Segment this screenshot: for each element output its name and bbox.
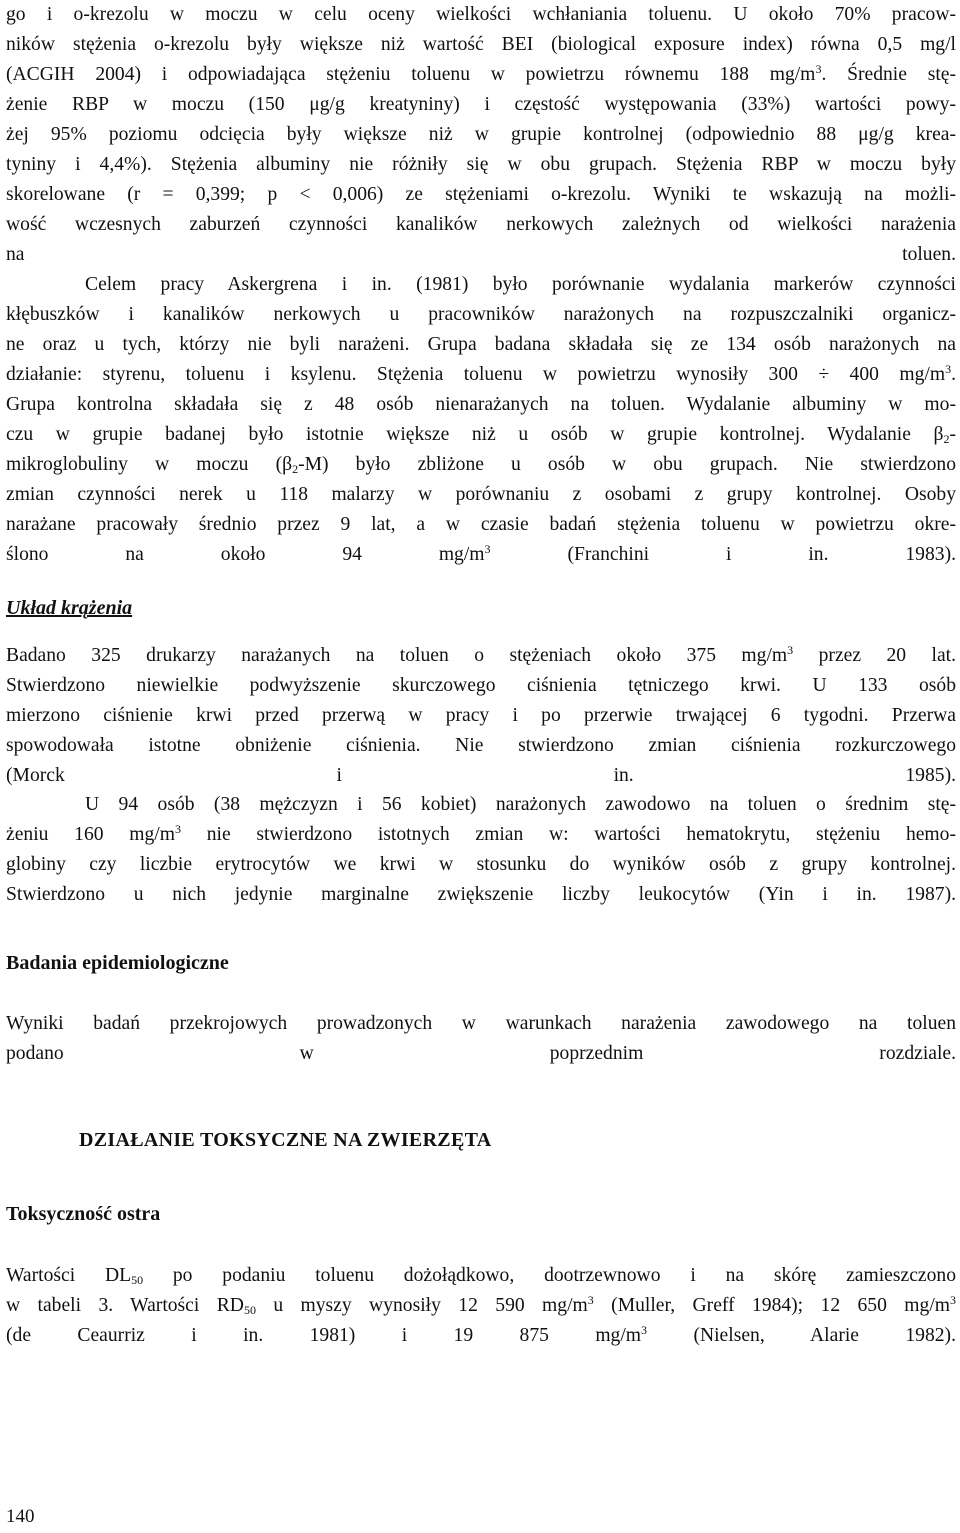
text-line: podano w poprzednim rozdziale. <box>6 1043 956 1064</box>
text-line: mikroglobuliny w moczu $(\beta_2-M)$ było zbliżone u osób w obu grupach. Nie stwierdzono <box>6 454 957 476</box>
text-line: Badano 325 drukarzy narażanych na toluen o stężeniach około 375 $mg/m^3$ przez 20 lat. <box>6 643 957 666</box>
text-line: globiny czy liczbie erytrocytów we krwi w stosunku do wyników osób z grupy kontrolnej. <box>6 854 956 875</box>
text-line: (ACGIH 2004) i odpowiadająca stężeniu toluenu w powietrzu równemu 188 $mg/m^3$. Średnie stę- <box>6 62 957 85</box>
paragraph-askergren-study <box>6 270 956 570</box>
text-line: żenie RBP w moczu (150 μg/g kreatyniny) i częstość występowania (33%) wartości powy- <box>6 94 956 115</box>
text-line: ników stężenia o-krezolu były większe niż wartość BEI (biological exposure index) równa 0,5 mg/l <box>6 34 956 55</box>
text-line: działanie: styrenu, toluenu i ksylenu. Stężenia toluenu w powietrzu wynosiły 300 ÷ 400 $mg/m^3$. <box>6 362 956 385</box>
text-line: Wartości $DL_{50}$ po podaniu toluenu dożołądkowo, dootrzewnowo i na skórę zamieszczono <box>6 1265 956 1287</box>
text-line: U 94 osób (38 mężczyzn i 56 kobiet) narażonych zawodowo na toluen o średnim stę- <box>85 794 956 815</box>
page-number: 140 <box>6 1506 35 1527</box>
text-line: Wyniki badań przekrojowych prowadzonych w warunkach narażenia zawodowego na toluen <box>6 1013 956 1034</box>
paragraph-kidney-study <box>6 0 956 270</box>
text-line: (Morck i in. 1985). <box>6 765 956 786</box>
text-line: (de Ceaurriz i in. 1981) i 19 875 $mg/m^3$ (Nielsen, Alarie 1982). <box>6 1323 956 1346</box>
text-line: narażane pracowały średnio przez 9 lat, a w czasie badań stężenia toluenu w powietrzu okre- <box>6 514 956 535</box>
text-line: ślono na około 94 $mg/m^3$ (Franchini i in. 1983). <box>6 542 956 565</box>
chapter-heading-animal-toxicity: DZIAŁANIE TOKSYCZNE NA ZWIERZĘTA <box>79 1129 492 1151</box>
paragraph-printers-study <box>6 641 956 791</box>
section-heading-epidemiology: Badania epidemiologiczne <box>6 952 229 974</box>
section-heading-acute-toxicity: Toksyczność ostra <box>6 1203 161 1225</box>
text-line: spowodowała istotne obniżenie ciśnienia. Nie stwierdzono zmian ciśnienia rozkurczowego <box>6 735 956 756</box>
text-line: zmian czynności nerek u 118 malarzy w porównaniu z osobami z grupy kontrolnej. Osoby <box>6 484 956 505</box>
text-line: ne oraz u tych, którzy nie byli narażeni. Grupa badana składała się ze 134 osób narażonych na <box>6 334 956 355</box>
paragraph-yin-study <box>6 790 956 910</box>
text-line: Stwierdzono niewielkie podwyższenie skurczowego ciśnienia tętniczego krwi. U 133 osób <box>6 675 956 696</box>
text-line: skorelowane (r = 0,399; p < 0,006) ze stężeniami o-krezolu. Wyniki te wskazują na możli- <box>6 184 956 205</box>
text-line: na toluen. <box>6 244 956 265</box>
text-line: mierzono ciśnienie krwi przed przerwą w pracy i po przerwie trwającej 6 tygodni. Przerwa <box>6 705 956 726</box>
text-line: wość wczesnych zaburzeń czynności kanalików nerkowych zależnych od wielkości narażenia <box>6 214 956 235</box>
text-line: kłębuszków i kanalików nerkowych u pracowników narażonych na rozpuszczalniki organicz- <box>6 304 956 325</box>
text-line: tyniny i 4,4%). Stężenia albuminy nie różniły się w obu grupach. Stężenia RBP w moczu były <box>6 154 956 175</box>
text-line: w tabeli 3. Wartości $RD_{50}$ u myszy wynosiły 12 590 $mg/m^3$ (Muller, Greff 1984); 12 650 $mg/m^3$ <box>6 1293 956 1317</box>
section-heading-circulation: Układ krążenia <box>6 597 133 619</box>
text-line: żeniu 160 $mg/m^3$ nie stwierdzono istotnych zmian w: wartości hematokrytu, stężeniu hemo- <box>6 822 956 845</box>
text-line: żej 95% poziomu odcięcia były większe niż w grupie kontrolnej (odpowiednio 88 μg/g krea- <box>6 124 956 145</box>
text-line: Celem pracy Askergrena i in. (1981) było porównanie wydalania markerów czynności <box>85 274 956 295</box>
text-line: Grupa kontrolna składała się z 48 osób nienarażanych na toluen. Wydalanie albuminy w mo- <box>6 394 956 415</box>
text-line: Stwierdzono u nich jedynie marginalne zwiększenie liczby leukocytów (Yin i in. 1987). <box>6 884 956 905</box>
text-line: czu w grupie badanej było istotnie większe niż u osób w grupie kontrolnej. Wydalanie $\beta_2-$ <box>6 424 956 446</box>
paragraph-epidemiology <box>6 1009 956 1069</box>
text-line: go i o-krezolu w moczu w celu oceny wielkości wchłaniania toluenu. U około 70% pracow- <box>6 4 956 25</box>
paragraph-acute-toxicity <box>6 1261 956 1351</box>
